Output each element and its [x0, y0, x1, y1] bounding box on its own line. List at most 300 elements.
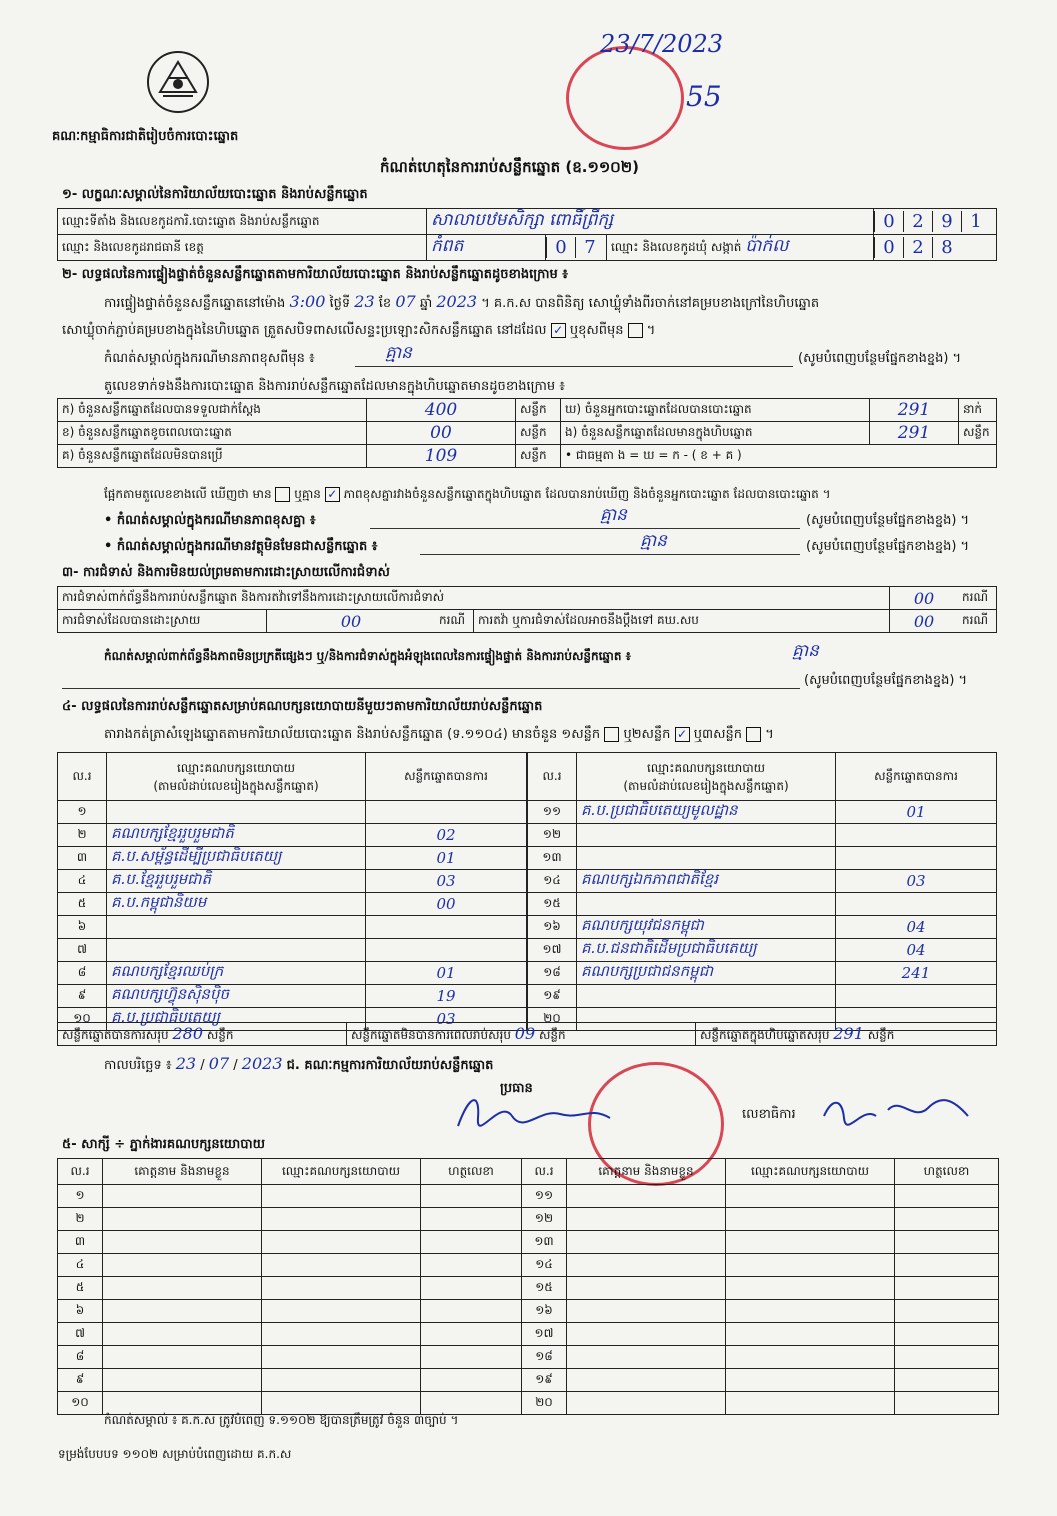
- different-label: ឬខុសពីមុន: [569, 323, 624, 338]
- received-label: ក) ចំនួនសន្លឹកឆ្នោតដែលបានទទួលជាក់ស្តែង: [58, 399, 367, 422]
- unit-label: ករណី: [958, 587, 997, 610]
- witness-party[interactable]: [262, 1254, 421, 1277]
- province-code: [546, 235, 607, 261]
- witness-party[interactable]: [262, 1277, 421, 1300]
- col-name-header: គោត្តនាម និងនាមខ្លួន: [103, 1159, 262, 1185]
- commune-code: [874, 235, 997, 261]
- vote-count: 03: [366, 870, 527, 893]
- witness-signature[interactable]: [421, 1254, 522, 1277]
- col-no-header: ល.រ: [522, 1159, 567, 1185]
- total-valid-label: សន្លឹកឆ្នោតបានការសរុប: [62, 1027, 169, 1042]
- vote-count: 03: [366, 1008, 527, 1031]
- result-row: [58, 939, 527, 962]
- witness-name[interactable]: [103, 1231, 262, 1254]
- spoiled-value: 00: [367, 422, 516, 445]
- code-digit: 2: [903, 237, 932, 258]
- witness-party[interactable]: [726, 1208, 895, 1231]
- row-number: ៣: [58, 1231, 103, 1254]
- row-number: ១: [58, 1185, 103, 1208]
- col-party-header: ឈ្មោះគណបក្សនយោបាយ: [262, 1159, 421, 1185]
- witness-row: [58, 1346, 999, 1369]
- result-row: [528, 801, 997, 824]
- year-label: ឆ្នាំ: [419, 296, 433, 311]
- party-header-sub: (តាមលំដាប់លេខរៀងក្នុងសន្លឹកឆ្នោត): [153, 778, 319, 793]
- no-difference-checkbox[interactable]: ✓: [325, 487, 340, 502]
- witness-name[interactable]: [567, 1369, 726, 1392]
- figures-intro: តួលេខទាក់ទងនឹងការបោះឆ្នោត និងការរាប់សន្លឹកឆ្នោតដែលមានក្នុងហិបឆ្នោតមានដូចខាងក្រោម ៖: [104, 379, 565, 394]
- witness-name[interactable]: [567, 1208, 726, 1231]
- result-row: [528, 847, 997, 870]
- chair-signature: [450, 1088, 620, 1138]
- one-sheet-checkbox[interactable]: [604, 727, 619, 742]
- secretary-signature: [818, 1086, 978, 1136]
- witness-signature[interactable]: [421, 1300, 522, 1323]
- commune-label: ឈ្មោះ និងលេខកូដឃុំ សង្កាត់: [611, 240, 742, 254]
- tally-sheets-text: តារាងកត់ត្រាសំឡេងឆ្នោតតាមការិយាល័យបោះឆ្នោត និងរាប់សន្លឹកឆ្នោត (ទ.១១០៤) មានចំនួន ១សន្លឹក: [104, 727, 601, 742]
- witness-signature[interactable]: [895, 1323, 999, 1346]
- irregularity-note-hint: (សូមបំពេញបន្ថែមផ្នែកខាងខ្នង) ។: [804, 673, 968, 688]
- col-sign-header: ហត្ថលេខា: [895, 1159, 999, 1185]
- has-difference-checkbox[interactable]: [275, 487, 290, 502]
- location-label: ឈ្មោះទីតាំង និងលេខកូដការិ.បោះឆ្នោត និងរាប់សន្លឹកឆ្នោត: [58, 209, 427, 235]
- witness-signature[interactable]: [421, 1208, 522, 1231]
- verification-line: [104, 292, 819, 314]
- witness-name[interactable]: [567, 1300, 726, 1323]
- day-label: ថ្ងៃទី: [329, 296, 351, 311]
- witness-name[interactable]: [103, 1369, 262, 1392]
- witness-row: [58, 1254, 999, 1277]
- discrepancy-note-label: • កំណត់សម្គាល់ក្នុងករណីមានភាពខុសគ្នា ៖: [104, 513, 316, 528]
- witness-name[interactable]: [103, 1323, 262, 1346]
- witness-name[interactable]: [567, 1346, 726, 1369]
- party-name: [577, 893, 836, 916]
- total-box-cell: [696, 1023, 997, 1046]
- org-name: គណៈកម្មាធិការជាតិរៀបចំការបោះឆ្នោត: [52, 129, 239, 144]
- party-name: គ.ប.ប្រជាធិបតេយ្យមូលដ្ឋាន: [577, 801, 836, 824]
- party-name: គ.ប.កម្ពុជានិយម: [107, 893, 366, 916]
- row-number: ៥: [58, 1277, 103, 1300]
- appeal-label: ការតវ៉ា ឬការជំទាស់ដែលអាចនឹងប្ដឹងទៅ គឃ.សប: [474, 610, 890, 633]
- result-row: [528, 939, 997, 962]
- witness-row: [58, 1185, 999, 1208]
- appeal-value: 00: [890, 610, 959, 633]
- witness-row: [58, 1277, 999, 1300]
- party-name: [107, 801, 366, 824]
- witness-table: [57, 1158, 999, 1415]
- result-row: [528, 916, 997, 939]
- witness-party[interactable]: [262, 1323, 421, 1346]
- witness-party[interactable]: [262, 1208, 421, 1231]
- code-digit: 9: [932, 211, 961, 232]
- formula: • ជាធម្មតា ង = ឃ = ក - ( ខ + គ ): [561, 445, 997, 468]
- col-no-header: ល.រ: [58, 753, 107, 801]
- unit-label: សន្លឹក: [516, 422, 561, 445]
- vote-count: [366, 939, 527, 962]
- row-number: ១២: [528, 824, 577, 847]
- row-number: ៨: [58, 1346, 103, 1369]
- vote-count: [836, 893, 997, 916]
- col-no-header: ល.រ: [528, 753, 577, 801]
- commune-cell: [607, 235, 874, 261]
- voters-label: ឃ) ចំនួនអ្នកបោះឆ្នោតដែលបានបោះឆ្នោត: [561, 399, 870, 422]
- result-row: [58, 801, 527, 824]
- unit-label: នាក់: [959, 399, 997, 422]
- different-checkbox[interactable]: [628, 323, 643, 338]
- total-valid-value: 280: [172, 1023, 204, 1043]
- row-number: ១២: [522, 1208, 567, 1231]
- spoiled-label: ខ) ចំនួនសន្លឹកឆ្នោតខូចពេលបោះឆ្នោត: [58, 422, 367, 445]
- vote-count: 04: [836, 939, 997, 962]
- tally-sheets-line: តារាងកត់ត្រាសំឡេងឆ្នោតតាមការិយាល័យបោះឆ្នោត និងរាប់សន្លឹកឆ្នោត (ទ.១១០៤) មានចំនួន ១សន្លឹក ឬ២សន្លឹក ✓ ឬ៣សន្លឹក ។: [104, 727, 774, 742]
- fill-hint: (សូមបំពេញបន្ថែមផ្នែកខាងខ្នង) ។: [806, 513, 970, 528]
- location-code: [874, 209, 997, 235]
- difference-note-hint: (សូមបំពេញបន្ថែមផ្នែកខាងខ្នង) ។: [798, 351, 962, 366]
- witness-party[interactable]: [726, 1277, 895, 1300]
- code-digit: 0: [546, 237, 575, 258]
- witness-row: [58, 1231, 999, 1254]
- row-number: ១: [58, 801, 107, 824]
- witness-signature[interactable]: [895, 1300, 999, 1323]
- party-name: គណបក្សយុវជនកម្ពុជា: [577, 916, 836, 939]
- party-header-title: ឈ្មោះគណបក្សនយោបាយ: [646, 760, 766, 775]
- three-sheets-checkbox[interactable]: [746, 727, 761, 742]
- row-number: ៤: [58, 1254, 103, 1277]
- irregularity-note-value: គ្មាន: [792, 641, 819, 661]
- result-row: [58, 847, 527, 870]
- witness-party[interactable]: [726, 1392, 895, 1415]
- witness-party[interactable]: [262, 1231, 421, 1254]
- province-label: ឈ្មោះ និងលេខកូដរាជធានី ខេត្ត: [58, 235, 427, 261]
- witness-party[interactable]: [262, 1185, 421, 1208]
- result-row: [528, 824, 997, 847]
- witness-party[interactable]: [726, 1300, 895, 1323]
- province-value: កំពត: [427, 235, 546, 261]
- result-row: [58, 893, 527, 916]
- vote-count: [366, 801, 527, 824]
- section3-title: ៣- ការជំទាស់ និងការមិនយល់ព្រមតាមការដោះស្រាយលើការជំទាស់: [62, 565, 390, 580]
- resolved-value: 00: [267, 610, 436, 633]
- row-number: ១៦: [522, 1300, 567, 1323]
- party-name: គ.ប.ជនជាតិដើមប្រជាធិបតេយ្យ: [577, 939, 836, 962]
- unused-value: 109: [367, 445, 516, 468]
- complaints-label: ការជំទាស់ពាក់ព័ន្ធនឹងការរាប់សន្លឹកឆ្នោត និងការតវ៉ាទៅនឹងការដោះស្រាយលើការជំទាស់: [58, 587, 890, 610]
- row-number: ២: [58, 1208, 103, 1231]
- witness-name[interactable]: [103, 1346, 262, 1369]
- row-number: ៨: [58, 962, 107, 985]
- comparison-line: [104, 486, 831, 504]
- witness-name[interactable]: [567, 1185, 726, 1208]
- witness-signature[interactable]: [421, 1369, 522, 1392]
- row-number: ១៨: [528, 962, 577, 985]
- code-digit: 0: [874, 211, 903, 232]
- same-checkbox[interactable]: ✓: [551, 323, 566, 338]
- three-sheets-label: ឬ៣សន្លឹក: [693, 727, 742, 742]
- row-number: ៩: [58, 1369, 103, 1392]
- row-number: ៥: [58, 893, 107, 916]
- row-number: ១៣: [528, 847, 577, 870]
- witness-name[interactable]: [567, 1277, 726, 1300]
- vote-count: 03: [836, 870, 997, 893]
- chair-title: ប្រធាន: [500, 1081, 533, 1096]
- in-box-value: 291: [870, 422, 959, 445]
- party-name: [577, 985, 836, 1008]
- figures-table: [57, 398, 997, 468]
- witness-party[interactable]: [726, 1323, 895, 1346]
- difference-note-value: គ្មាន: [385, 343, 412, 363]
- vote-count: 04: [836, 916, 997, 939]
- section1-title: ១- លក្ខណៈសម្គាល់នៃការិយាល័យបោះឆ្នោត និងរាប់សន្លឹកឆ្នោត: [62, 187, 368, 202]
- complaints-table: [57, 586, 997, 633]
- row-number: ១៥: [528, 893, 577, 916]
- witness-signature[interactable]: [421, 1346, 522, 1369]
- fill-hint: (សូមបំពេញបន្ថែមផ្នែកខាងខ្នង) ។: [806, 539, 970, 554]
- col-name-header: គោត្តនាម និងនាមខ្លួន: [567, 1159, 726, 1185]
- vote-count: [836, 985, 997, 1008]
- witness-party[interactable]: [726, 1185, 895, 1208]
- results-table-left: [57, 752, 527, 1031]
- witness-name[interactable]: [103, 1254, 262, 1277]
- col-party-header: [577, 753, 836, 801]
- unit-label: សន្លឹក: [538, 1027, 566, 1042]
- vote-count: 01: [836, 801, 997, 824]
- row-number: ៦: [58, 1300, 103, 1323]
- party-header-title: ឈ្មោះគណបក្សនយោបាយ: [176, 760, 296, 775]
- col-party-header: ឈ្មោះគណបក្សនយោបាយ: [726, 1159, 895, 1185]
- in-box-label: ង) ចំនួនសន្លឹកឆ្នោតដែលមានក្នុងហិបឆ្នោត: [561, 422, 870, 445]
- foreign-object-note-value: គ្មាន: [640, 531, 667, 551]
- result-row: [58, 962, 527, 985]
- unit-label: សន្លឹក: [206, 1027, 234, 1042]
- vote-count: 00: [366, 893, 527, 916]
- commune-value: ប៉ាក់ល: [745, 236, 789, 256]
- month-label: ខែ: [378, 296, 392, 311]
- witness-name[interactable]: [567, 1231, 726, 1254]
- witness-name[interactable]: [103, 1300, 262, 1323]
- section4-title: ៤- លទ្ធផលនៃការរាប់សន្លឹកឆ្នោតសម្រាប់គណបក្សនយោបាយនីមួយៗតាមការិយាល័យរាប់សន្លឹកឆ្នោត: [62, 699, 543, 714]
- col-votes-header: សន្លឹកឆ្នោតបានការ: [836, 753, 997, 801]
- foreign-object-note-label: • កំណត់សម្គាល់ក្នុងករណីមានវត្ថុមិនមែនជាសន្លឹកឆ្នោត ៖: [104, 539, 378, 554]
- total-box-label: សន្លឹកឆ្នោតក្នុងហិបឆ្នោតសរុប: [700, 1027, 830, 1042]
- party-name: [577, 847, 836, 870]
- verification-day: 23: [354, 292, 375, 311]
- verification-month: 07: [395, 292, 416, 311]
- col-no-header: ល.រ: [58, 1159, 103, 1185]
- witness-name[interactable]: [567, 1254, 726, 1277]
- row-number: ១៨: [522, 1346, 567, 1369]
- vote-count: 01: [366, 847, 527, 870]
- witness-signature[interactable]: [421, 1185, 522, 1208]
- witness-signature[interactable]: [895, 1392, 999, 1415]
- voters-value: 291: [870, 399, 959, 422]
- vote-count: 02: [366, 824, 527, 847]
- vote-count: [366, 916, 527, 939]
- code-digit: 8: [932, 237, 961, 258]
- note-line: [420, 554, 800, 555]
- col-party-header: [107, 753, 366, 801]
- date-month: 07: [208, 1054, 230, 1073]
- row-number: ១៣: [522, 1231, 567, 1254]
- result-row: [58, 824, 527, 847]
- unit-label: សន្លឹក: [867, 1027, 895, 1042]
- witness-signature[interactable]: [421, 1323, 522, 1346]
- witness-signature[interactable]: [895, 1185, 999, 1208]
- party-name: [577, 824, 836, 847]
- row-number: ១៩: [522, 1369, 567, 1392]
- col-votes-header: សន្លឹកឆ្នោតបានការ: [366, 753, 527, 801]
- party-name: គណបក្សខ្មែរឈប់ក្រ: [107, 962, 366, 985]
- row-number: ១០: [58, 1008, 107, 1031]
- result-row: [528, 985, 997, 1008]
- note-line: [355, 366, 793, 367]
- result-row: [58, 985, 527, 1008]
- date-day: 23: [175, 1054, 197, 1073]
- result-row: [58, 870, 527, 893]
- row-number: ២០: [528, 1008, 577, 1031]
- unused-label: គ) ចំនួនសន្លឹកឆ្នោតដែលមិនបានប្រើ: [58, 445, 367, 468]
- comparison-text: ផ្អែកតាមតួលេខខាងលើ ឃើញថា មាន: [104, 487, 272, 501]
- witness-row: [58, 1323, 999, 1346]
- result-row: [528, 893, 997, 916]
- official-seal-top: [566, 46, 684, 150]
- witness-signature[interactable]: [895, 1231, 999, 1254]
- party-name: គ.ប.សម្ព័ន្ធដើម្បីប្រជាធិបតេយ្យ: [107, 847, 366, 870]
- row-number: ២: [58, 824, 107, 847]
- comparison-tail: ភាពខុសគ្នារវាងចំនួនសន្លឹកឆ្នោតក្នុងហិបឆ្នោត ដែលបានរាប់ឃើញ និងចំនួនអ្នកបោះឆ្នោត ដែលបានបោះឆ្នោត ។: [343, 487, 831, 501]
- code-digit: 0: [874, 237, 903, 258]
- received-value: 400: [367, 399, 516, 422]
- witness-signature[interactable]: [895, 1346, 999, 1369]
- note-line: [370, 528, 800, 529]
- row-number: ៧: [58, 1323, 103, 1346]
- row-number: ២០: [522, 1392, 567, 1415]
- row-number: ៦: [58, 916, 107, 939]
- party-header-sub: (តាមលំដាប់លេខរៀងក្នុងសន្លឹកឆ្នោត): [623, 778, 789, 793]
- total-valid-cell: [58, 1023, 347, 1046]
- total-invalid-value: 09: [514, 1023, 536, 1043]
- seal-check-line: សោឃ្លុំចាក់ភ្ជាប់គម្របខាងក្នុងនៃហិបឆ្នោត ត្រួតសបិទពាសលើសន្ទះប្រឡោះសិកសន្លឹកឆ្នោត នៅដដែល ✓ ឬខុសពីមុន ។: [62, 323, 656, 338]
- result-row: [528, 870, 997, 893]
- date-label: កាលបរិច្ឆេទ ៖: [104, 1058, 172, 1073]
- row-number: ១១: [528, 801, 577, 824]
- party-name: [107, 939, 366, 962]
- committee-label: ជ. គណៈកម្មការការិយាល័យរាប់សន្លឹកឆ្នោត: [286, 1058, 494, 1073]
- row-number: ១៦: [528, 916, 577, 939]
- row-number: ១៧: [528, 939, 577, 962]
- witness-signature[interactable]: [895, 1254, 999, 1277]
- witness-party[interactable]: [726, 1369, 895, 1392]
- row-number: ៤: [58, 870, 107, 893]
- section5-title: ៥- សាក្សី ÷ ភ្នាក់ងារគណបក្សនយោបាយ: [62, 1137, 265, 1152]
- discrepancy-note-value: គ្មាន: [600, 505, 627, 525]
- row-number: ១៤: [522, 1254, 567, 1277]
- unit-label: ករណី: [435, 610, 474, 633]
- verification-tail: ។ គ.ក.ស បានពិនិត្យ សោឃ្លុំទាំងពីរចាក់នៅគម្របខាងក្រៅនៃហិបឆ្នោត: [481, 296, 820, 311]
- location-value: សាលាបឋមសិក្សា ពោធិ៍ព្រឹក្ស: [427, 209, 874, 235]
- irregularity-note-label: កំណត់សម្គាល់ពាក់ព័ន្ធនឹងភាពមិនប្រក្រតីផ្សេងៗ ឬ/និងការជំទាស់ក្នុងអំឡុងពេលនៃការផ្ទៀងផ្ទាត់ និងការរាប់សន្លឹកឆ្នោត ៖: [104, 649, 631, 663]
- verification-year: 2023: [436, 292, 478, 311]
- signing-date-line: កាលបរិច្ឆេទ ៖ 23 / 07 / 2023 ជ. គណៈកម្មការការិយាល័យរាប់សន្លឹកឆ្នោត: [104, 1054, 494, 1073]
- witness-signature[interactable]: [895, 1208, 999, 1231]
- witness-party[interactable]: [726, 1254, 895, 1277]
- row-number: ១១: [522, 1185, 567, 1208]
- witness-party[interactable]: [262, 1346, 421, 1369]
- row-number: ១៩: [528, 985, 577, 1008]
- date-year: 2023: [241, 1054, 283, 1073]
- witness-row: [58, 1300, 999, 1323]
- total-invalid-cell: [347, 1023, 696, 1046]
- secretary-label: លេខាធិការ: [742, 1107, 796, 1122]
- form-title: កំណត់ហេតុនៃការរាប់សន្លឹកឆ្នោត (ឧ.១១០២): [380, 158, 640, 176]
- row-number: ១០: [58, 1392, 103, 1415]
- result-row: [528, 962, 997, 985]
- witness-party[interactable]: [262, 1369, 421, 1392]
- witness-signature[interactable]: [895, 1277, 999, 1300]
- two-sheets-checkbox[interactable]: ✓: [675, 727, 690, 742]
- party-name: គ.ប.ខ្មែររួបរួមជាតិ: [107, 870, 366, 893]
- party-name: គ.ប.ប្រជាធិបតេយ្យ: [107, 1008, 366, 1031]
- row-number: ៣: [58, 847, 107, 870]
- witness-name[interactable]: [567, 1323, 726, 1346]
- row-number: ១៥: [522, 1277, 567, 1300]
- unit-label: សន្លឹក: [516, 399, 561, 422]
- nec-emblem: [138, 48, 218, 118]
- section1-table: [57, 208, 997, 261]
- party-name: គណបក្សហ៊្វុនស៊ិនប៉ិច: [107, 985, 366, 1008]
- witness-signature[interactable]: [421, 1277, 522, 1300]
- party-name: [107, 916, 366, 939]
- row-number: ១៧: [522, 1323, 567, 1346]
- col-sign-header: ហត្ថលេខា: [421, 1159, 522, 1185]
- seal-check-text: សោឃ្លុំចាក់ភ្ជាប់គម្របខាងក្នុងនៃហិបឆ្នោត ត្រួតសបិទពាសលើសន្ទះប្រឡោះសិកសន្លឹកឆ្នោត នៅដដែល: [62, 323, 547, 338]
- witness-party[interactable]: [262, 1300, 421, 1323]
- unit-label: ករណី: [958, 610, 997, 633]
- verification-time: 3:00: [289, 292, 326, 311]
- witness-name[interactable]: [103, 1185, 262, 1208]
- witness-name[interactable]: [103, 1277, 262, 1300]
- row-number: ១៤: [528, 870, 577, 893]
- code-digit: 7: [575, 237, 604, 258]
- vote-count: 01: [366, 962, 527, 985]
- witness-row: [58, 1369, 999, 1392]
- vote-count: [836, 847, 997, 870]
- no-difference-label: ឬគ្មាន: [294, 487, 321, 501]
- witness-name[interactable]: [103, 1208, 262, 1231]
- note-line: [62, 688, 800, 689]
- complaints-value: 00: [890, 587, 959, 610]
- party-name: គណបក្សឯកភាពជាតិខ្មែរ: [577, 870, 836, 893]
- section2-title: ២- លទ្ធផលនៃការផ្ទៀងផ្ទាត់ចំនួនសន្លឹកឆ្នោតតាមការិយាល័យបោះឆ្នោត និងរាប់សន្លឹកឆ្នោតដូចខាងក្រោម ៖: [62, 267, 568, 282]
- witness-row: [58, 1208, 999, 1231]
- totals-row: [57, 1022, 997, 1046]
- witness-name[interactable]: [567, 1392, 726, 1415]
- handwritten-number: 55: [686, 80, 722, 113]
- row-number: ៩: [58, 985, 107, 1008]
- verification-text: ការផ្ទៀងផ្ទាត់ចំនួនសន្លឹកឆ្នោតនៅម៉ោង: [104, 296, 286, 311]
- unit-label: សន្លឹក: [959, 422, 997, 445]
- witness-signature[interactable]: [895, 1369, 999, 1392]
- footer-text: ទម្រង់បែបបទ ១១០២ សម្រាប់បំពេញដោយ គ.ក.ស: [58, 1447, 292, 1461]
- witness-signature[interactable]: [421, 1231, 522, 1254]
- results-table-right: [527, 752, 997, 1031]
- two-sheets-label: ឬ២សន្លឹក: [623, 727, 671, 742]
- footnote: កំណត់សម្គាល់ ៖ គ.ក.ស ត្រូវបំពេញ ទ.១១០២ ឱ្យបានត្រឹមត្រូវ ចំនួន ៣ច្បាប់ ។: [104, 1413, 459, 1427]
- vote-count: [836, 824, 997, 847]
- vote-count: 19: [366, 985, 527, 1008]
- handwritten-date: 23/7/2023: [600, 30, 724, 58]
- difference-note-label: កំណត់សម្គាល់ក្នុងករណីមានភាពខុសពីមុន ៖: [104, 351, 315, 366]
- witness-party[interactable]: [726, 1346, 895, 1369]
- witness-party[interactable]: [726, 1231, 895, 1254]
